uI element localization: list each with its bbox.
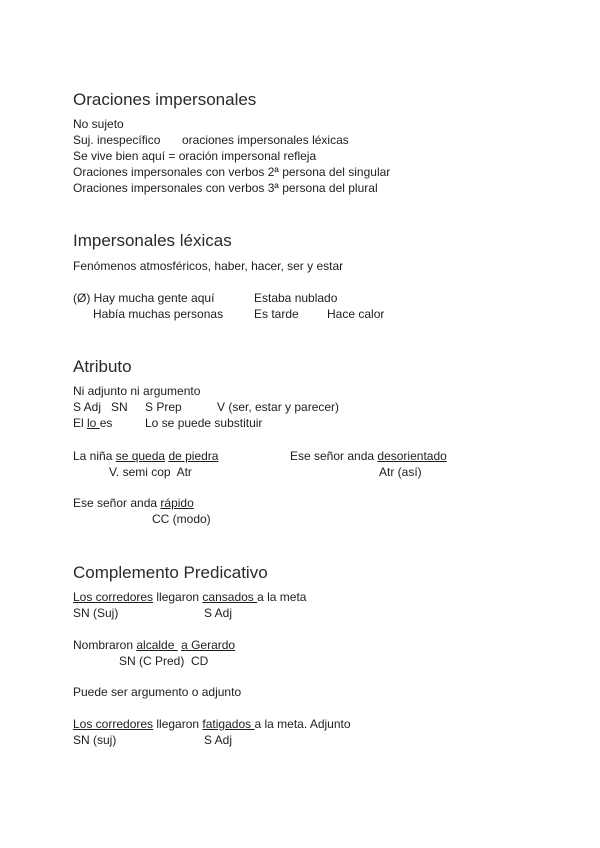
text: El — [73, 416, 88, 430]
underlined-text: fatigados — [202, 717, 255, 731]
text-line: Fenómenos atmosféricos, haber, hacer, ser y estar — [73, 259, 344, 273]
underlined-text: Los corredores — [73, 590, 154, 604]
text-line — [73, 416, 112, 430]
text: Ese señor anda — [290, 449, 378, 463]
text: a la meta — [257, 590, 307, 604]
annotation: SN (Suj) — [73, 606, 119, 620]
underlined-text: Los corredores — [73, 717, 154, 731]
underlined-text: rápido — [160, 496, 194, 510]
underlined-text: se queda — [115, 449, 166, 463]
annotation: SN (C Pred) CD — [119, 654, 209, 668]
example — [73, 496, 194, 510]
annotation: V. semi cop Atr — [109, 465, 192, 479]
text-line: Suj. inespecífico — [73, 133, 161, 147]
text-line: S Prep — [145, 400, 182, 414]
text-line: Lo se puede substituir — [145, 416, 263, 430]
underlined-text: de piedra — [168, 449, 219, 463]
section-heading: Atributo — [73, 357, 132, 376]
text: llegaron — [153, 590, 203, 604]
example — [73, 590, 306, 604]
text-line: Ni adjunto ni argumento — [73, 384, 201, 398]
underlined-text: cansados — [202, 590, 258, 604]
annotation: S Adj — [204, 733, 233, 747]
section-heading: Oraciones impersonales — [73, 90, 257, 109]
example — [73, 449, 218, 463]
section-heading: Complemento Predicativo — [73, 563, 268, 582]
example: Hace calor — [327, 307, 385, 321]
text: a la meta. Adjunto — [254, 717, 351, 731]
annotation: Atr (así) — [379, 465, 422, 479]
example: (Ø) Hay mucha gente aquí — [73, 291, 215, 305]
annotation: S Adj — [204, 606, 233, 620]
example — [73, 638, 235, 652]
text: Nombraron — [73, 638, 137, 652]
annotation: SN (suj) — [73, 733, 117, 747]
text: es — [99, 416, 113, 430]
text-line: V (ser, estar y parecer) — [217, 400, 340, 414]
text-line: S Adj SN — [73, 400, 128, 414]
example: Había muchas personas — [93, 307, 224, 321]
text-line: No sujeto — [73, 117, 124, 131]
underlined-text: desorientado — [377, 449, 447, 463]
text: llegaron — [153, 717, 203, 731]
text-line: Puede ser argumento o adjunto — [73, 685, 242, 699]
text: La niña — [73, 449, 116, 463]
text: Ese señor anda — [73, 496, 161, 510]
example: Es tarde — [254, 307, 299, 321]
text-line: Oraciones impersonales con verbos 2ª persona del singular — [73, 165, 391, 179]
underlined-text: lo — [87, 416, 100, 430]
annotation: CC (modo) — [152, 512, 211, 526]
text-line: Se vive bien aquí = oración impersonal refleja — [73, 149, 317, 163]
section-heading: Impersonales léxicas — [73, 231, 232, 250]
text-line: oraciones impersonales léxicas — [182, 133, 349, 147]
example: Estaba nublado — [254, 291, 338, 305]
underlined-text: a Gerardo — [181, 638, 236, 652]
example — [73, 717, 351, 731]
underlined-text: alcalde — [136, 638, 178, 652]
text-line: Oraciones impersonales con verbos 3ª persona del plural — [73, 181, 378, 195]
example — [290, 449, 447, 463]
